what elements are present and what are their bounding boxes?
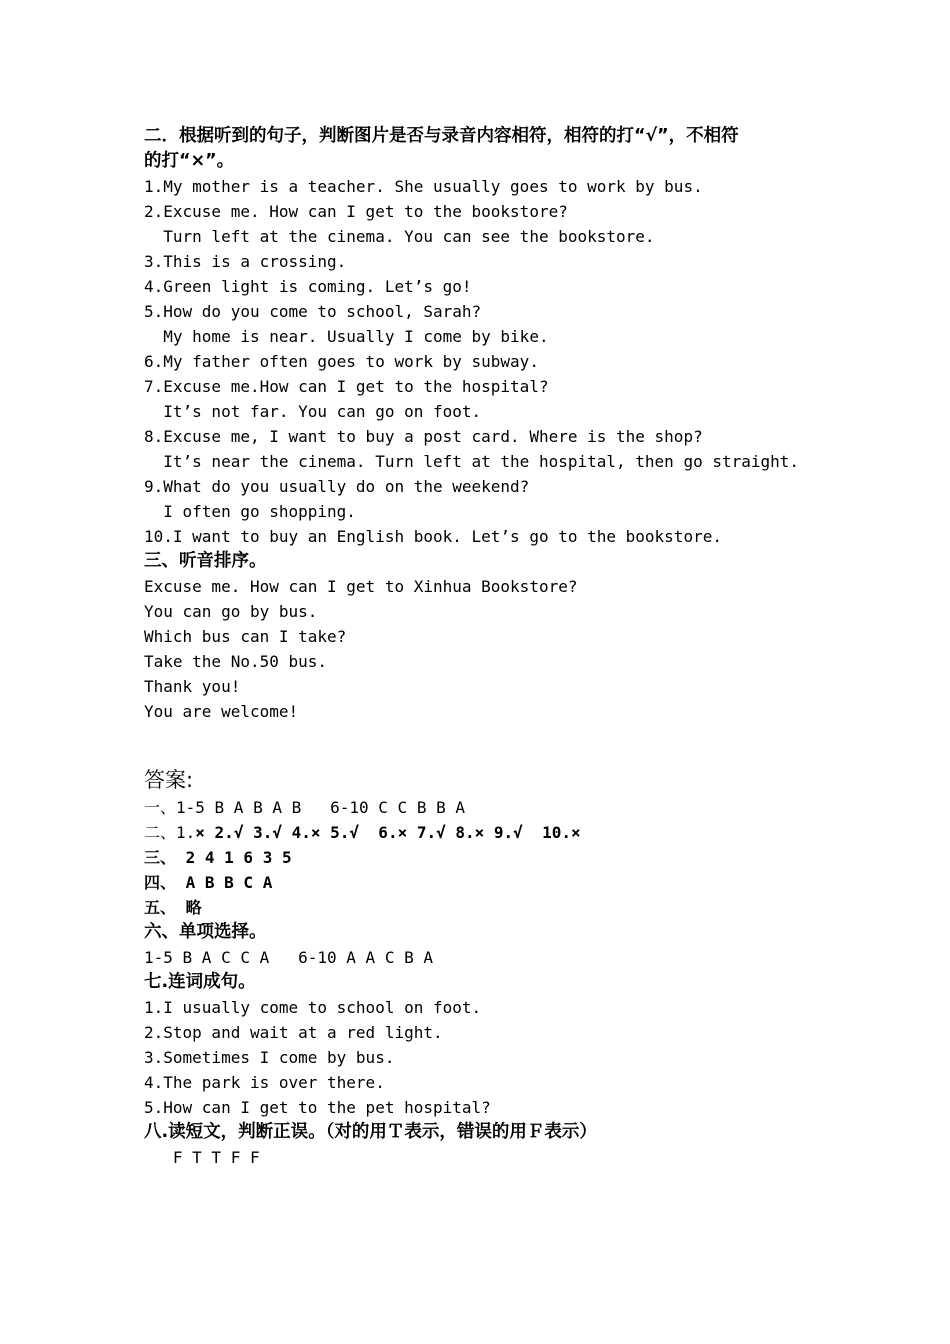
answers-part3: 三、 2 4 1 6 3 5 [144, 848, 292, 867]
section2-heading-line2: 的打“×”。 [144, 151, 235, 171]
answers-part2-prefix: 二、1. [144, 823, 196, 842]
section3-line: Excuse me. How can I get to Xinhua Bookstore? [144, 577, 578, 596]
section2-line: 9.What do you usually do on the weekend? [144, 477, 530, 496]
section2-line: Turn left at the cinema. You can see the bookstore. [144, 227, 655, 246]
section2-line: My home is near. Usually I come by bike. [144, 327, 549, 346]
section3-line: Thank you! [144, 677, 241, 696]
section2-line: 8.Excuse me, I want to buy a post card. Where is the shop? [144, 427, 703, 446]
answers-part8: F T T F F [144, 1148, 260, 1167]
answers-part7-heading: 七.连词成句。 [144, 972, 256, 992]
answers-part4: 四、 A B B C A [144, 873, 273, 892]
section3-line: You are welcome! [144, 702, 299, 721]
section2-line: It’s not far. You can go on foot. [144, 402, 482, 421]
spacer [144, 724, 824, 765]
section2-line: It’s near the cinema. Turn left at the hospital, then go straight. [144, 452, 800, 471]
answers-part7-line: 1.I usually come to school on foot. [144, 998, 482, 1017]
section2-line: 10.I want to buy an English book. Let’s go to the bookstore. [144, 527, 722, 546]
answers-part7-line: 2.Stop and wait at a red light. [144, 1023, 443, 1042]
section2-line: 5.How do you come to school, Sarah? [144, 302, 482, 321]
answers-title: 答案: [144, 768, 194, 792]
section3-heading: 三、听音排序。 [144, 551, 267, 571]
answers-part2 [144, 820, 824, 845]
section2-line: 2.Excuse me. How can I get to the bookstore? [144, 202, 568, 221]
section2-line: I often go shopping. [144, 502, 356, 521]
section2-line: 6.My father often goes to work by subway. [144, 352, 539, 371]
document-content [144, 124, 824, 1170]
answers-part7-line: 4.The park is over there. [144, 1073, 385, 1092]
answers-part2-rest: × 2.√ 3.√ 4.× 5.√ 6.× 7.√ 8.× 9.√ 10.× [195, 823, 581, 842]
section2-line: 7.Excuse me.How can I get to the hospital? [144, 377, 549, 396]
section2-line: 4.Green light is coming. Let’s go! [144, 277, 472, 296]
answers-part6: 1-5 B A C C A 6-10 A A C B A [144, 948, 433, 967]
section2-heading-line1: 二．根据听到的句子，判断图片是否与录音内容相符，相符的打“√”，不相符 [144, 126, 739, 146]
section3-line: Take the No.50 bus. [144, 652, 328, 671]
answers-part6-heading: 六、单项选择。 [144, 922, 267, 942]
answers-part7-line: 3.Sometimes I come by bus. [144, 1048, 395, 1067]
section3-line: You can go by bus. [144, 602, 318, 621]
section2-line: 3.This is a crossing. [144, 252, 347, 271]
answers-part8-heading: 八.读短文，判断正误。（对的用Ｔ表示，错误的用Ｆ表示） [144, 1122, 597, 1142]
answers-part7-line: 5.How can I get to the pet hospital? [144, 1098, 491, 1117]
section2-line: 1.My mother is a teacher. She usually goes to work by bus. [144, 177, 703, 196]
answers-part1: 一、1-5 B A B A B 6-10 C C B B A [144, 798, 465, 817]
section3-line: Which bus can I take? [144, 627, 347, 646]
answers-part5: 五、 略 [144, 898, 202, 917]
